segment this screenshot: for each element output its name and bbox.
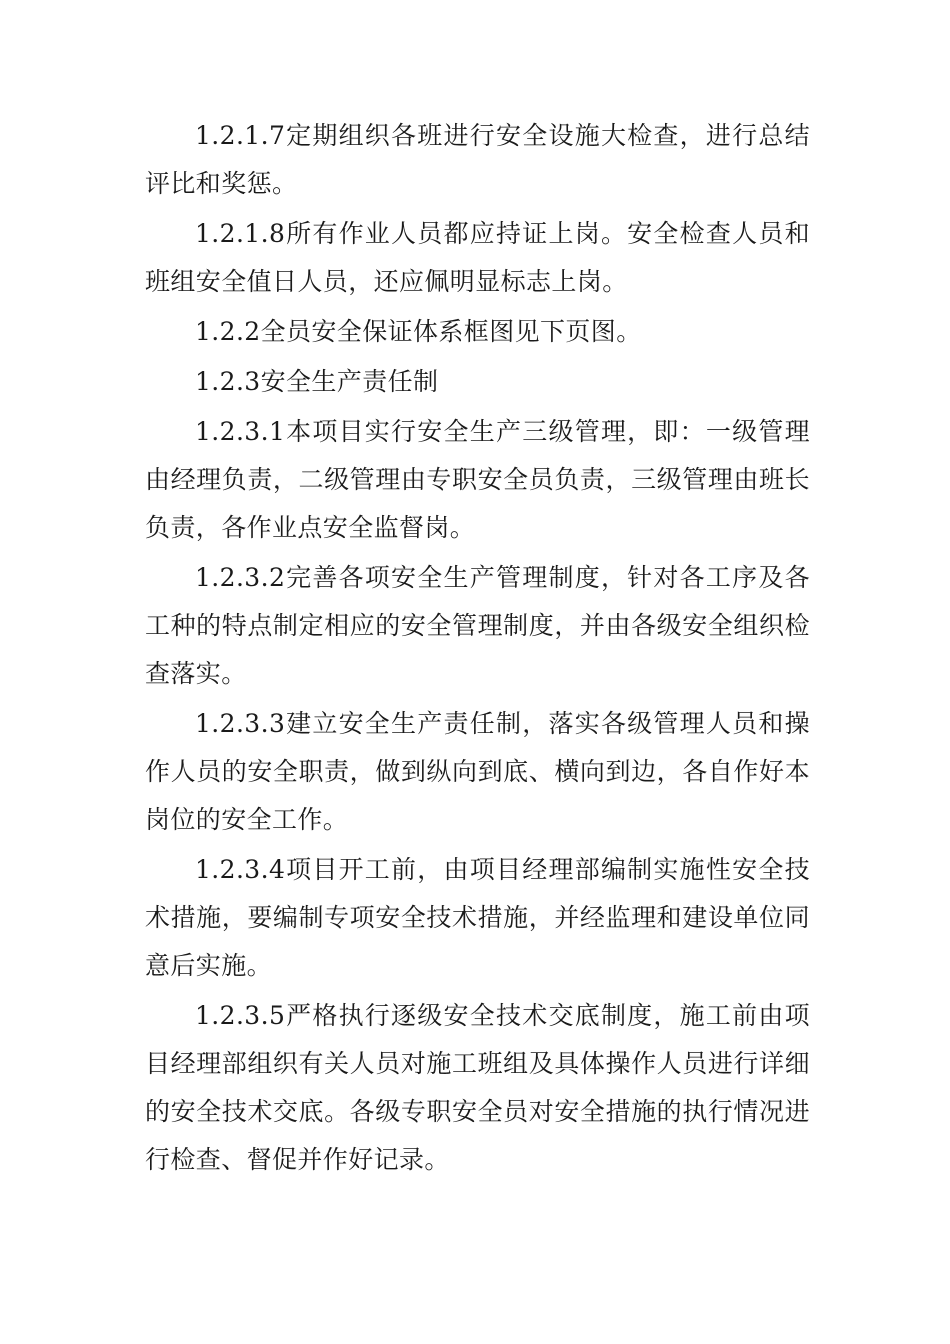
paragraph-1-2-1-7: 1.2.1.7定期组织各班进行安全设施大检查，进行总结评比和奖惩。 xyxy=(145,121,810,198)
section-heading-1-2-3: 1.2.3安全生产责任制 xyxy=(195,367,439,396)
paragraph-1-2-3-5: 1.2.3.5严格执行逐级安全技术交底制度，施工前由项目经理部组织有关人员对施工班组及具体操作人员进行详细的安全技术交底。各级专职安全员对安全措施的执行情况进行检查、督促并作好记录。 xyxy=(145,1001,810,1174)
paragraph-1-2-2: 1.2.2全员安全保证体系框图见下页图。 xyxy=(195,317,642,346)
paragraph-1-2-3-4: 1.2.3.4项目开工前，由项目经理部编制实施性安全技术措施，要编制专项安全技术措施，并经监理和建设单位同意后实施。 xyxy=(145,855,810,980)
document-page xyxy=(145,112,810,1186)
paragraph-1-2-3-3: 1.2.3.3建立安全生产责任制，落实各级管理人员和操作人员的安全职责，做到纵向到底、横向到边，各自作好本岗位的安全工作。 xyxy=(145,709,810,834)
paragraph-1-2-3-2: 1.2.3.2完善各项安全生产管理制度，针对各工序及各工种的特点制定相应的安全管理制度，并由各级安全组织检查落实。 xyxy=(145,563,810,688)
paragraph-1-2-1-8: 1.2.1.8所有作业人员都应持证上岗。安全检查人员和班组安全值日人员，还应佩明显标志上岗。 xyxy=(145,219,810,296)
paragraph-1-2-3-1: 1.2.3.1本项目实行安全生产三级管理，即：一级管理由经理负责，二级管理由专职安全员负责，三级管理由班长负责，各作业点安全监督岗。 xyxy=(145,417,810,542)
